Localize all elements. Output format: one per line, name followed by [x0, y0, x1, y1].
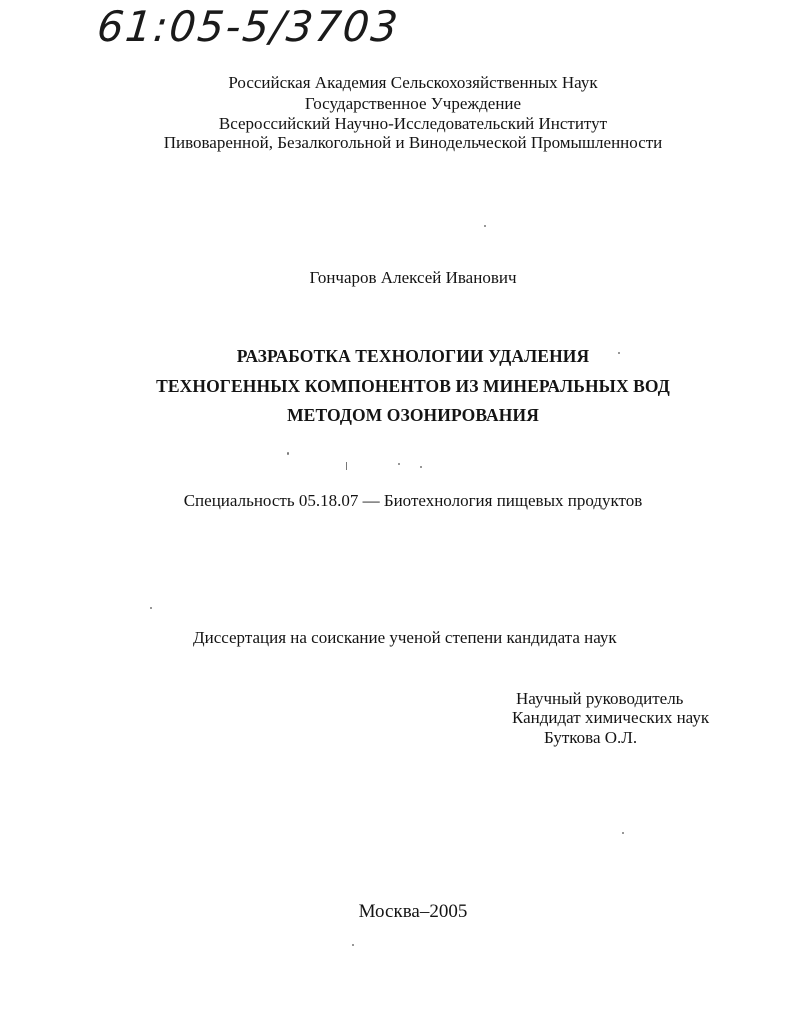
- scan-speck: [398, 463, 400, 465]
- author-name: Гончаров Алексей Иванович: [309, 268, 517, 287]
- scan-speck: [618, 352, 620, 354]
- thesis-title-line-3: МЕТОДОМ ОЗОНИРОВАНИЯ: [287, 405, 539, 425]
- city-year: Москва–2005: [358, 901, 468, 922]
- thesis-title-line-1: РАЗРАБОТКА ТЕХНОЛОГИИ УДАЛЕНИЯ: [236, 346, 590, 366]
- scan-speck: [622, 832, 624, 834]
- institution-line-1: Российская Академия Сельскохозяйственных Наук: [228, 73, 598, 92]
- institution-line-2: Государственное Учреждение: [304, 94, 522, 113]
- institution-line-4: Пивоваренной, Безалкогольной и Винодельческой Промышленности: [163, 133, 663, 152]
- supervisor-name: Буткова О.Л.: [544, 728, 638, 747]
- handwritten-registration-number: 61:05-5/3703: [94, 2, 402, 51]
- supervisor-degree: Кандидат химических наук: [512, 708, 710, 727]
- thesis-title-line-2: ТЕХНОГЕННЫХ КОМПОНЕНТОВ ИЗ МИНЕРАЛЬНЫХ ВОД: [156, 376, 670, 396]
- scan-speck: [420, 466, 422, 468]
- scan-speck: [346, 462, 347, 470]
- scan-speck: [484, 225, 486, 227]
- scan-speck: [150, 607, 152, 609]
- specialty-line: Специальность 05.18.07 — Биотехнология пищевых продуктов: [183, 491, 643, 510]
- institution-line-3: Всероссийский Научно-Исследовательский Институт: [218, 114, 608, 133]
- scan-speck: [352, 944, 354, 946]
- dissertation-degree-line: Диссертация на соискание ученой степени кандидата наук: [193, 628, 617, 647]
- scan-speck: [287, 452, 289, 455]
- supervisor-role: Научный руководитель: [516, 689, 684, 708]
